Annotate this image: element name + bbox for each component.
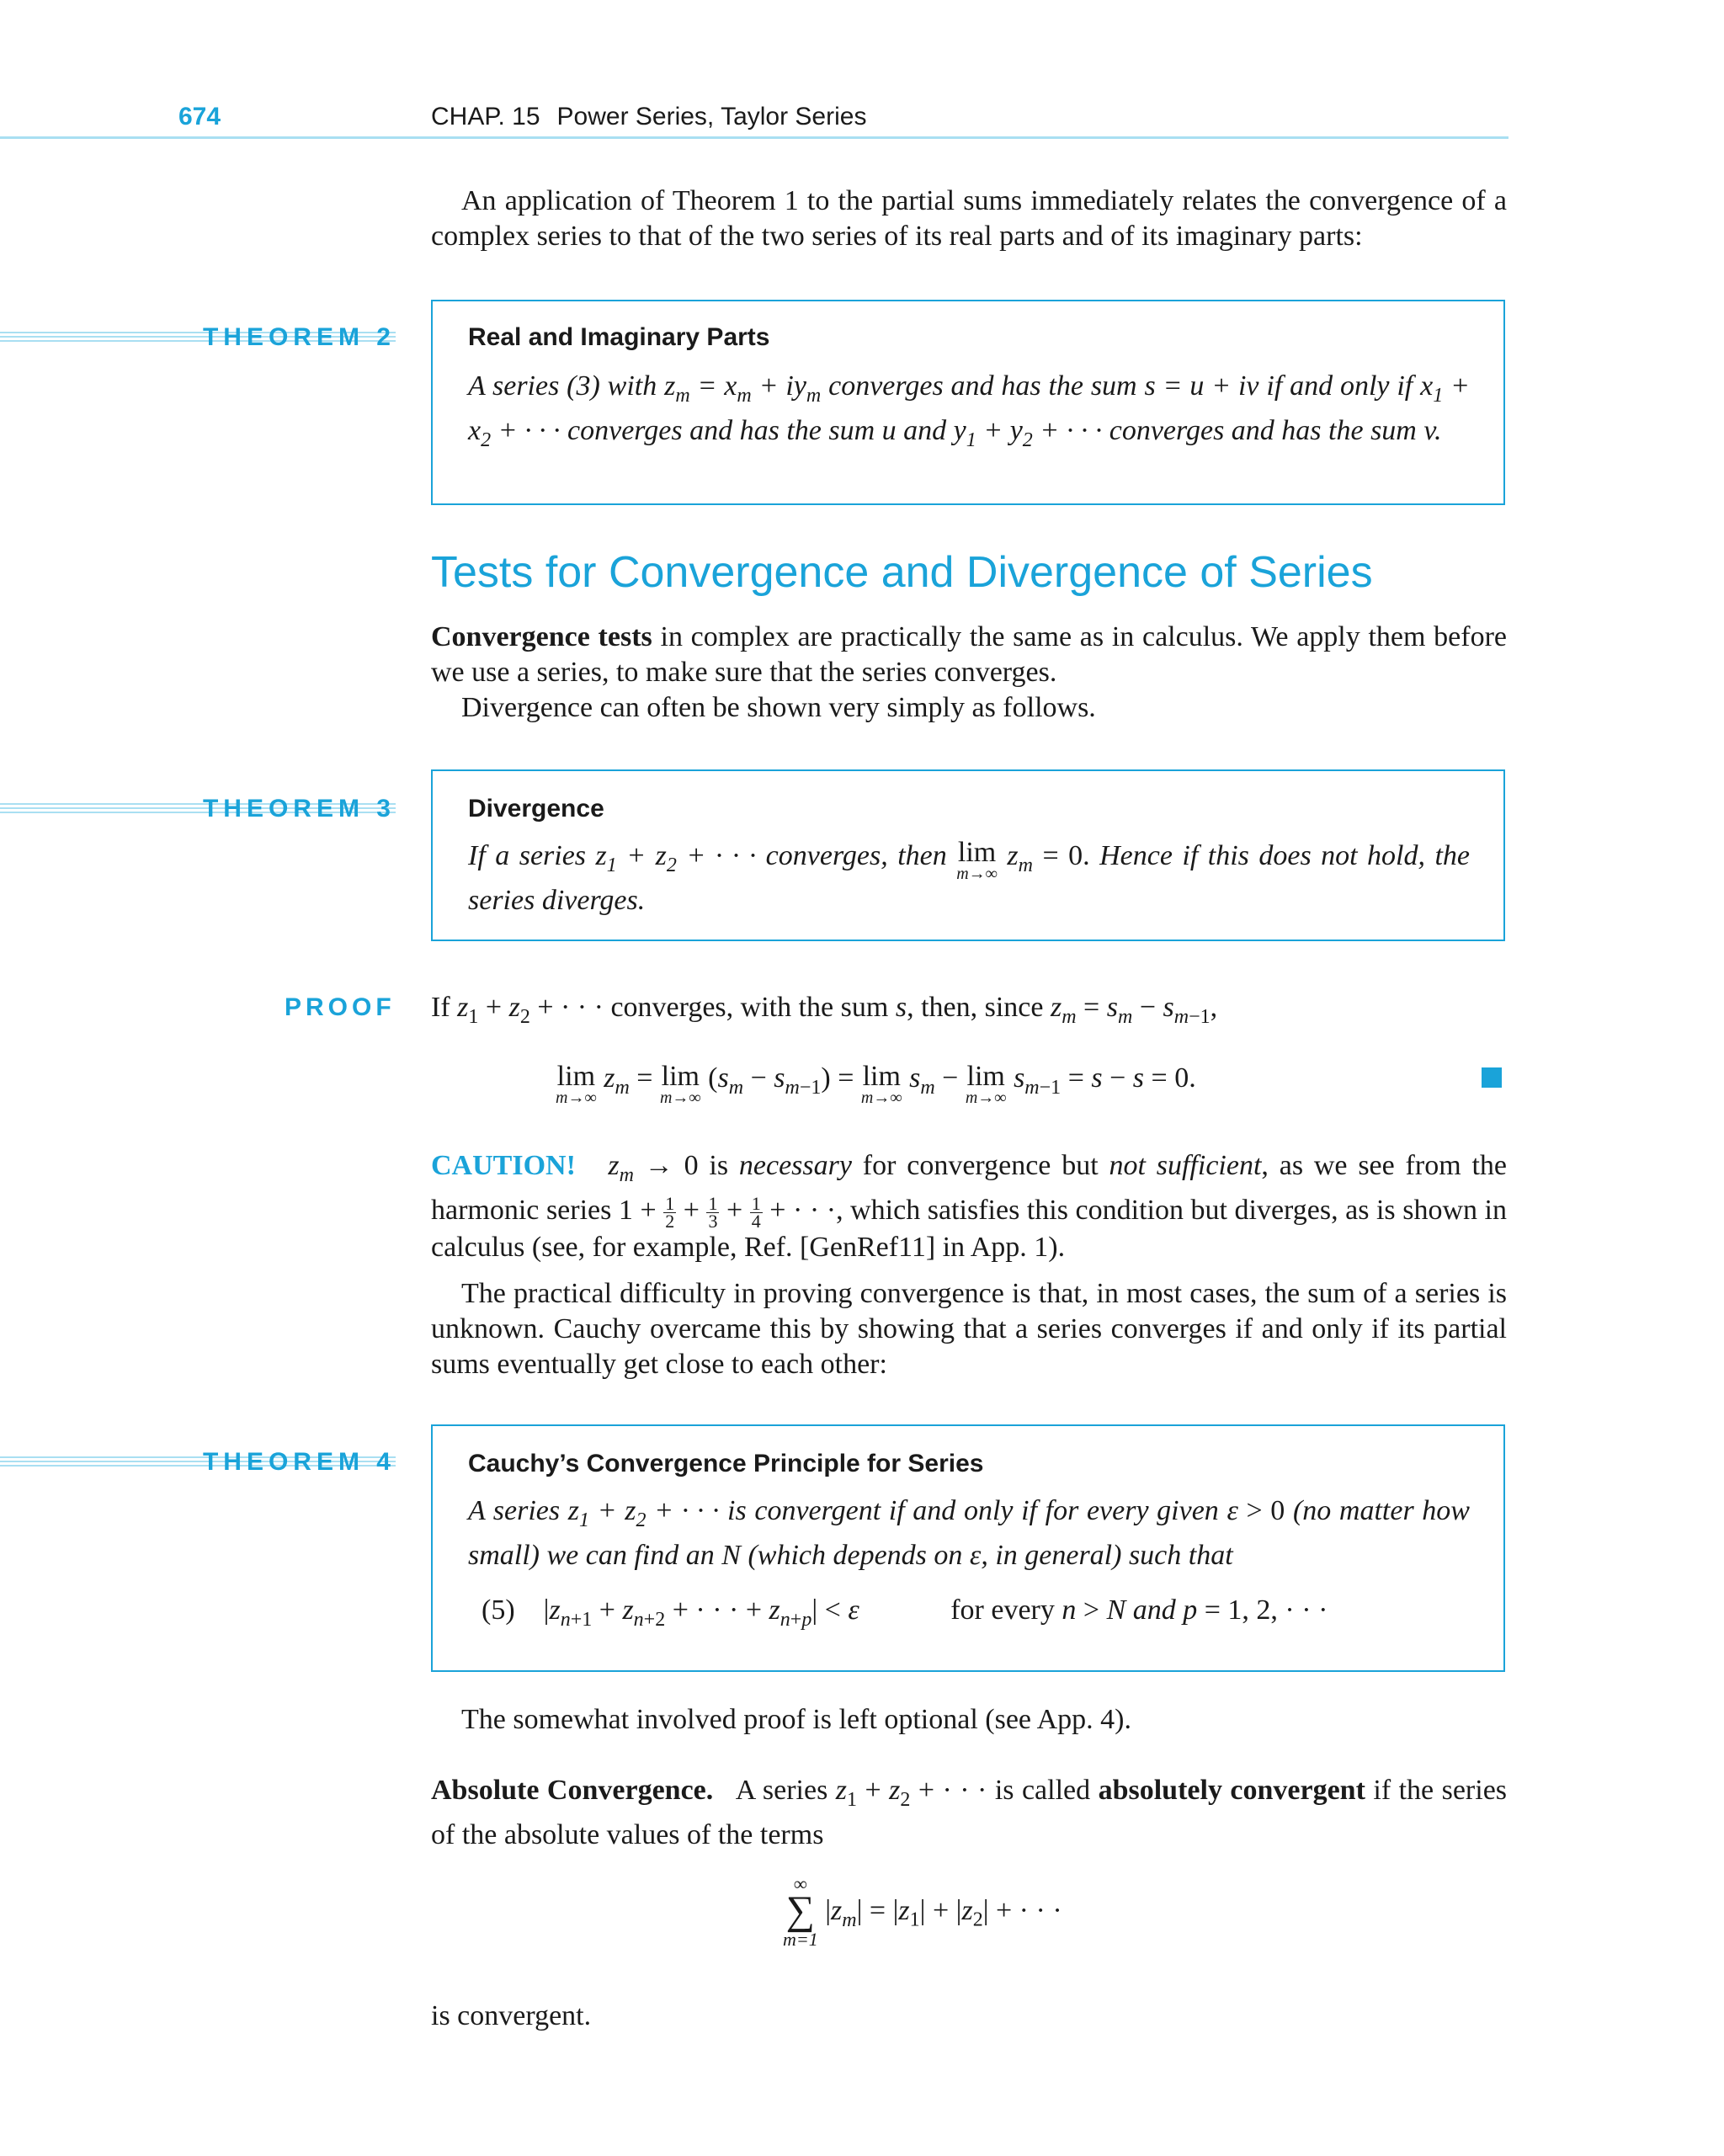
absolute-convergence-paragraph: Absolute Convergence. A series $z_1 + z_2$ + · · · is called absolutely convergent if the series of the absolute values of the terms [431, 1775, 1508, 1850]
theorem-2-title: Real and Imaginary Parts [468, 323, 770, 351]
theorem-3-statement: If a series $z_1 + z_2$ + · · · converges, then lim m→∞ $z_m = 0$. Hence if this does not hold, the series diverges. [468, 837, 1471, 916]
section-paragraph-1 [431, 620, 1507, 690]
theorem-3-title: Divergence [468, 795, 604, 822]
header-rule [0, 136, 1508, 139]
summation-sign: ∞ ∑ m=1 [783, 1873, 818, 1950]
proof-text: If $z_1 + z_2$ + · · · converges, with the sum s, then, since $z_m = s_m - s_{m-1}$, [431, 992, 1218, 1028]
theorem-2-box [431, 300, 1505, 505]
theorem-2-statement: A series (3) with $z_m = x_m + iy_m$ converges and has the sum s = u + iv if and only if $x_1 + x_2$ + · · · converges and has the sum u and $y_1 + y_2$ + · · · converges and has the sum v. [468, 370, 1470, 451]
cauchy-paragraph: The practical difficulty in proving convergence is that, in most cases, the sum of a series is unknown. Cauchy overcame this by showing that a series converges if and only if its partial sums eventually get close to each other: [431, 1278, 1507, 1380]
theorem-4-box [431, 1424, 1505, 1672]
theorem-4-title: Cauchy’s Convergence Principle for Series [468, 1450, 984, 1477]
proof-label: PROOF [285, 993, 396, 1021]
theorem-3-label: THEOREM 3 [202, 795, 396, 822]
theorem-4-statement: A series $z_1 + z_2$ + · · · is convergent if and only if for every given ε > 0 (no matter how small) we can find an N (which depends on ε, in general) such that [468, 1495, 1470, 1571]
absolutely-convergent-term: absolutely convergent [1098, 1775, 1365, 1806]
theorem-3-box [431, 769, 1505, 941]
convergence-tests-term: Convergence tests [431, 621, 652, 652]
intro-paragraph: An application of Theorem 1 to the partial sums immediately relates the convergence of a complex series to that of the two series of its real parts and of its imaginary parts: [431, 185, 1507, 252]
page-number: 674 [178, 103, 221, 130]
cauchy-equation: (5) $|z_{n+1} + z_{n+2}$ + · · · + $z_{n+p}| < \varepsilon$ for every n > N and p = 1, 2, · · · [482, 1594, 1328, 1631]
theorem-2-label: THEOREM 2 [202, 323, 396, 351]
theorem-4-label: THEOREM 4 [202, 1448, 396, 1476]
qed-square [1482, 1067, 1502, 1088]
chapter-number: CHAP. 15 [431, 103, 540, 130]
equation-number: (5) [482, 1594, 515, 1626]
absolute-convergence-heading: Absolute Convergence. [431, 1775, 714, 1806]
section-paragraph-2: Divergence can often be shown very simply as follows. [461, 692, 1096, 723]
section-paragraph-1-text: in complex are practically the same as in calculus. We apply them before we use a series, to make sure that the series converges. [431, 621, 1508, 688]
running-header [431, 103, 866, 131]
caution-label: CAUTION! [431, 1150, 576, 1181]
proof-equation: lim m→∞ $z_m = \lim$ m→∞ $(s_m - s_{m-1}) = \lim$ m→∞ $s_m - \lim$ m→∞ $s_{m-1} = s - s = 0$. [556, 1061, 1196, 1107]
caution-paragraph: CAUTION! $z_m \to 0$ is necessary for convergence but not sufficient, as we see from the harmonic series 1 + $\frac{1}{2}$ + $\frac{1}{3}$ + $\frac{1}{4}$ + · · ·, which satisfies this condition but diverges, as is shown in calculus (see, for example, Ref. [GenRef11] in App. 1). [431, 1150, 1507, 1263]
chapter-title: Power Series, Taylor Series [556, 103, 867, 130]
section-title: Tests for Convergence and Divergence of Series [431, 548, 1373, 597]
optional-proof-note: The somewhat involved proof is left optional (see App. 4). [461, 1704, 1131, 1735]
closing-line: is convergent. [431, 2000, 592, 2031]
absolute-series-equation: ∞ ∑ m=1 $|z_m| = |z_1| + |z_2|$ + · · · [783, 1873, 1062, 1950]
